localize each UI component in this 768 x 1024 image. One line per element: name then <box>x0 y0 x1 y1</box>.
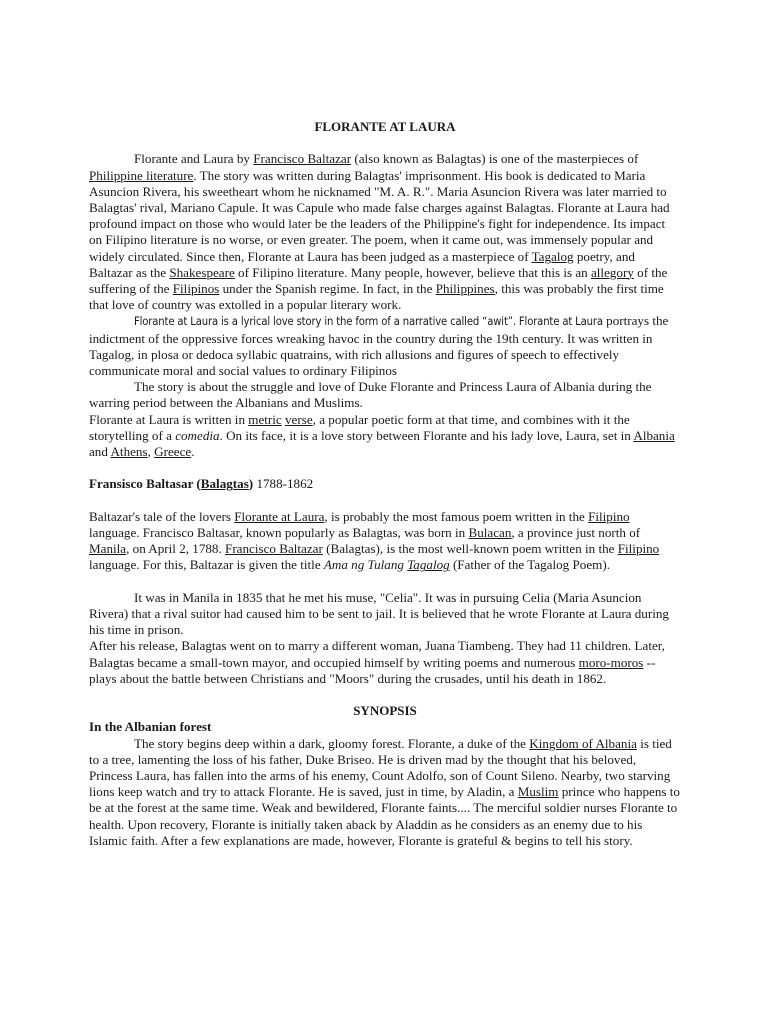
text-run: under the Spanish regime. In fact, in the <box>219 281 436 297</box>
text-run: . <box>191 444 195 460</box>
text-run: poetry, and Baltazar as the <box>89 248 635 280</box>
text-run: Florante and Laura by <box>134 151 254 167</box>
text-run: language. For this, Baltazar is given the title <box>89 557 324 573</box>
spacer <box>89 574 681 590</box>
text-run: After his release, Balagtas went on to marry a different woman, Juana Tiambeng. They had 11 children. Later, Balagtas became a small-town mayor, and occupied himself by writing poems and numerous <box>89 638 665 670</box>
document-title: FLORANTE AT LAURA <box>314 119 456 134</box>
text-run: and <box>89 444 111 460</box>
text-run: is tied to a tree, lamenting the loss of his father, Duke Briseo. He is driven mad by the thought that his beloved, Princess Laura, has fallen into the arms of his enemy, Count Adolfo, son of Count Sileno. Nearby, two starving lions keep watch and try to attack Florante. He is saved, just in time, by Aladin, a <box>89 735 672 800</box>
text-run: The story begins deep within a dark, gloomy forest. Florante, a duke of the <box>134 735 530 751</box>
awit-text-run: Florante at Laura is a lyrical love story in the form of a narrative called “awit”. Florante at Laura <box>134 315 603 329</box>
link-albania[interactable]: Albania <box>633 427 675 443</box>
link-filipinos[interactable]: Filipinos <box>172 281 220 297</box>
text-run: Florante at Laura is written in <box>89 411 249 427</box>
biography-years: 1788-1862 <box>253 476 314 492</box>
link-florante-at-laura[interactable]: Florante at Laura <box>234 508 325 524</box>
text-run: portrays the indictment of the oppressive forces wreaking havoc in the country during the 19th century. It was written in Tagalog, in plosa or dedoca syllabic quatrains, with rich allusions and figures of speech to effectively communicate moral and social values to ordinary Filipinos <box>89 313 669 379</box>
link-kingdom-of-albania[interactable]: Kingdom of Albania <box>529 735 637 751</box>
text-run: , on April 2, 1788. <box>126 541 226 557</box>
spacer <box>89 135 681 151</box>
spacer <box>89 493 681 509</box>
link-verse[interactable]: verse <box>285 411 313 427</box>
link-moro-moros[interactable]: moro-moros <box>578 654 644 670</box>
link-philippine-literature[interactable]: Philippine literature <box>89 167 194 183</box>
italic-comedia: comedia <box>175 427 220 443</box>
link-philippines[interactable]: Philippines <box>435 281 495 297</box>
spacer <box>89 460 681 476</box>
link-tagalog-2[interactable]: Tagalog <box>407 557 450 573</box>
metric-verse-paragraph <box>89 412 681 461</box>
struggle-paragraph: The story is about the struggle and love of Duke Florante and Princess Laura of Albania during the warring period between the Albanians and Muslims. <box>89 379 652 411</box>
intro-paragraph <box>89 151 681 313</box>
text-run: (Balagtas), is the most well-known poem written in the <box>322 541 618 557</box>
text-run: of Filipino literature. Many people, however, believe that this is an <box>234 264 591 280</box>
document-page <box>89 119 681 849</box>
forest-heading: In the Albanian forest <box>89 719 212 735</box>
text-run: , a province just north of <box>511 525 641 541</box>
text-run: . On its face, it is a love story between Florante and his lady love, Laura, set in <box>219 427 634 443</box>
text-run: -- plays about the battle between Christians and "Moors" during the crusades, until his death in 1862. <box>89 654 656 686</box>
heading-text-run: ) <box>248 476 254 492</box>
link-bulacan[interactable]: Bulacan <box>468 525 512 541</box>
text-run: prince who happens to be at the forest at the same time. Weak and bewildered, Florante faints.... The merciful soldier nurses Florante to health. Upon recovery, Florante is initially taken aback by Aladdin as he considers as an enemy due to his Islamic faith. After a few explanations are made, however, Florante is grateful & begins to tell his story. <box>89 784 680 848</box>
text-run: . The story was written during Balagtas' imprisonment. His book is dedicated to Maria Asuncion Rivera, his sweetheart whom he nicknamed "M. A. R.". Maria Asuncion Rivera was later married to Balagtas' rival, Mariano Capule. It was Capule who made false charges against Balagtas. Florante at Laura had profound impact on those who would later be the leaders of the Philippine's fight for independence. Its impact on Filipino literature is no worse, or even greater. The poem, when it came out, was immensely popular and widely circulated. Since then, Florante at Laura has been judged as a masterpiece of <box>89 167 670 264</box>
text-run: language. Francisco Baltasar, known popularly as Balagtas, was born in <box>89 525 469 541</box>
spacer <box>89 687 681 703</box>
text-run: of the suffering of the <box>89 264 668 297</box>
text-run: (also known as Balagtas) is one of the masterpieces of <box>351 151 639 167</box>
text-run: (Father of the Tagalog Poem). <box>449 557 610 573</box>
awit-paragraph <box>89 313 681 379</box>
link-shakespeare[interactable]: Shakespeare <box>169 264 235 280</box>
text-run: , is probably the most famous poem written in the <box>324 508 589 524</box>
heading-text-run: Fransisco Baltasar ( <box>89 476 201 492</box>
link-allegory[interactable]: allegory <box>590 264 634 280</box>
link-francisco-baltazar-2[interactable]: Francisco Baltazar <box>225 541 323 557</box>
text-run: , this was probably the first time that love of country was extolled in a popular literary work. <box>89 281 664 313</box>
link-filipino-2[interactable]: Filipino <box>617 541 660 557</box>
link-balagtas[interactable]: Balagtas <box>200 476 249 492</box>
release-paragraph <box>89 638 681 687</box>
link-greece[interactable]: Greece <box>154 444 192 460</box>
link-filipino[interactable]: Filipino <box>588 508 630 524</box>
text-run: , a popular poetic form at that time, and combines with it the storytelling of a <box>89 411 630 443</box>
text-run: Baltazar's tale of the lovers <box>89 508 235 524</box>
biography-heading <box>89 476 681 492</box>
synopsis-paragraph <box>89 736 681 849</box>
text-run: , <box>147 444 155 460</box>
biography-paragraph <box>89 509 681 574</box>
link-manila[interactable]: Manila <box>89 541 127 557</box>
link-metric[interactable]: metric <box>248 411 282 427</box>
link-muslim[interactable]: Muslim <box>517 784 559 800</box>
synopsis-title: SYNOPSIS <box>353 703 417 719</box>
link-athens[interactable]: Athens <box>110 444 148 460</box>
link-francisco-baltazar[interactable]: Francisco Baltazar <box>253 151 352 167</box>
link-tagalog[interactable]: Tagalog <box>531 248 574 264</box>
italic-ama-ng-tulang: Ama ng Tulang <box>323 557 408 573</box>
celia-paragraph: It was in Manila in 1835 that he met his muse, "Celia". It was in pursuing Celia (Maria Asuncion Rivera) that a rival suitor had caused him to be sent to jail. It is believed that he wrote Florante at Laura during his time in prison. <box>89 589 669 638</box>
